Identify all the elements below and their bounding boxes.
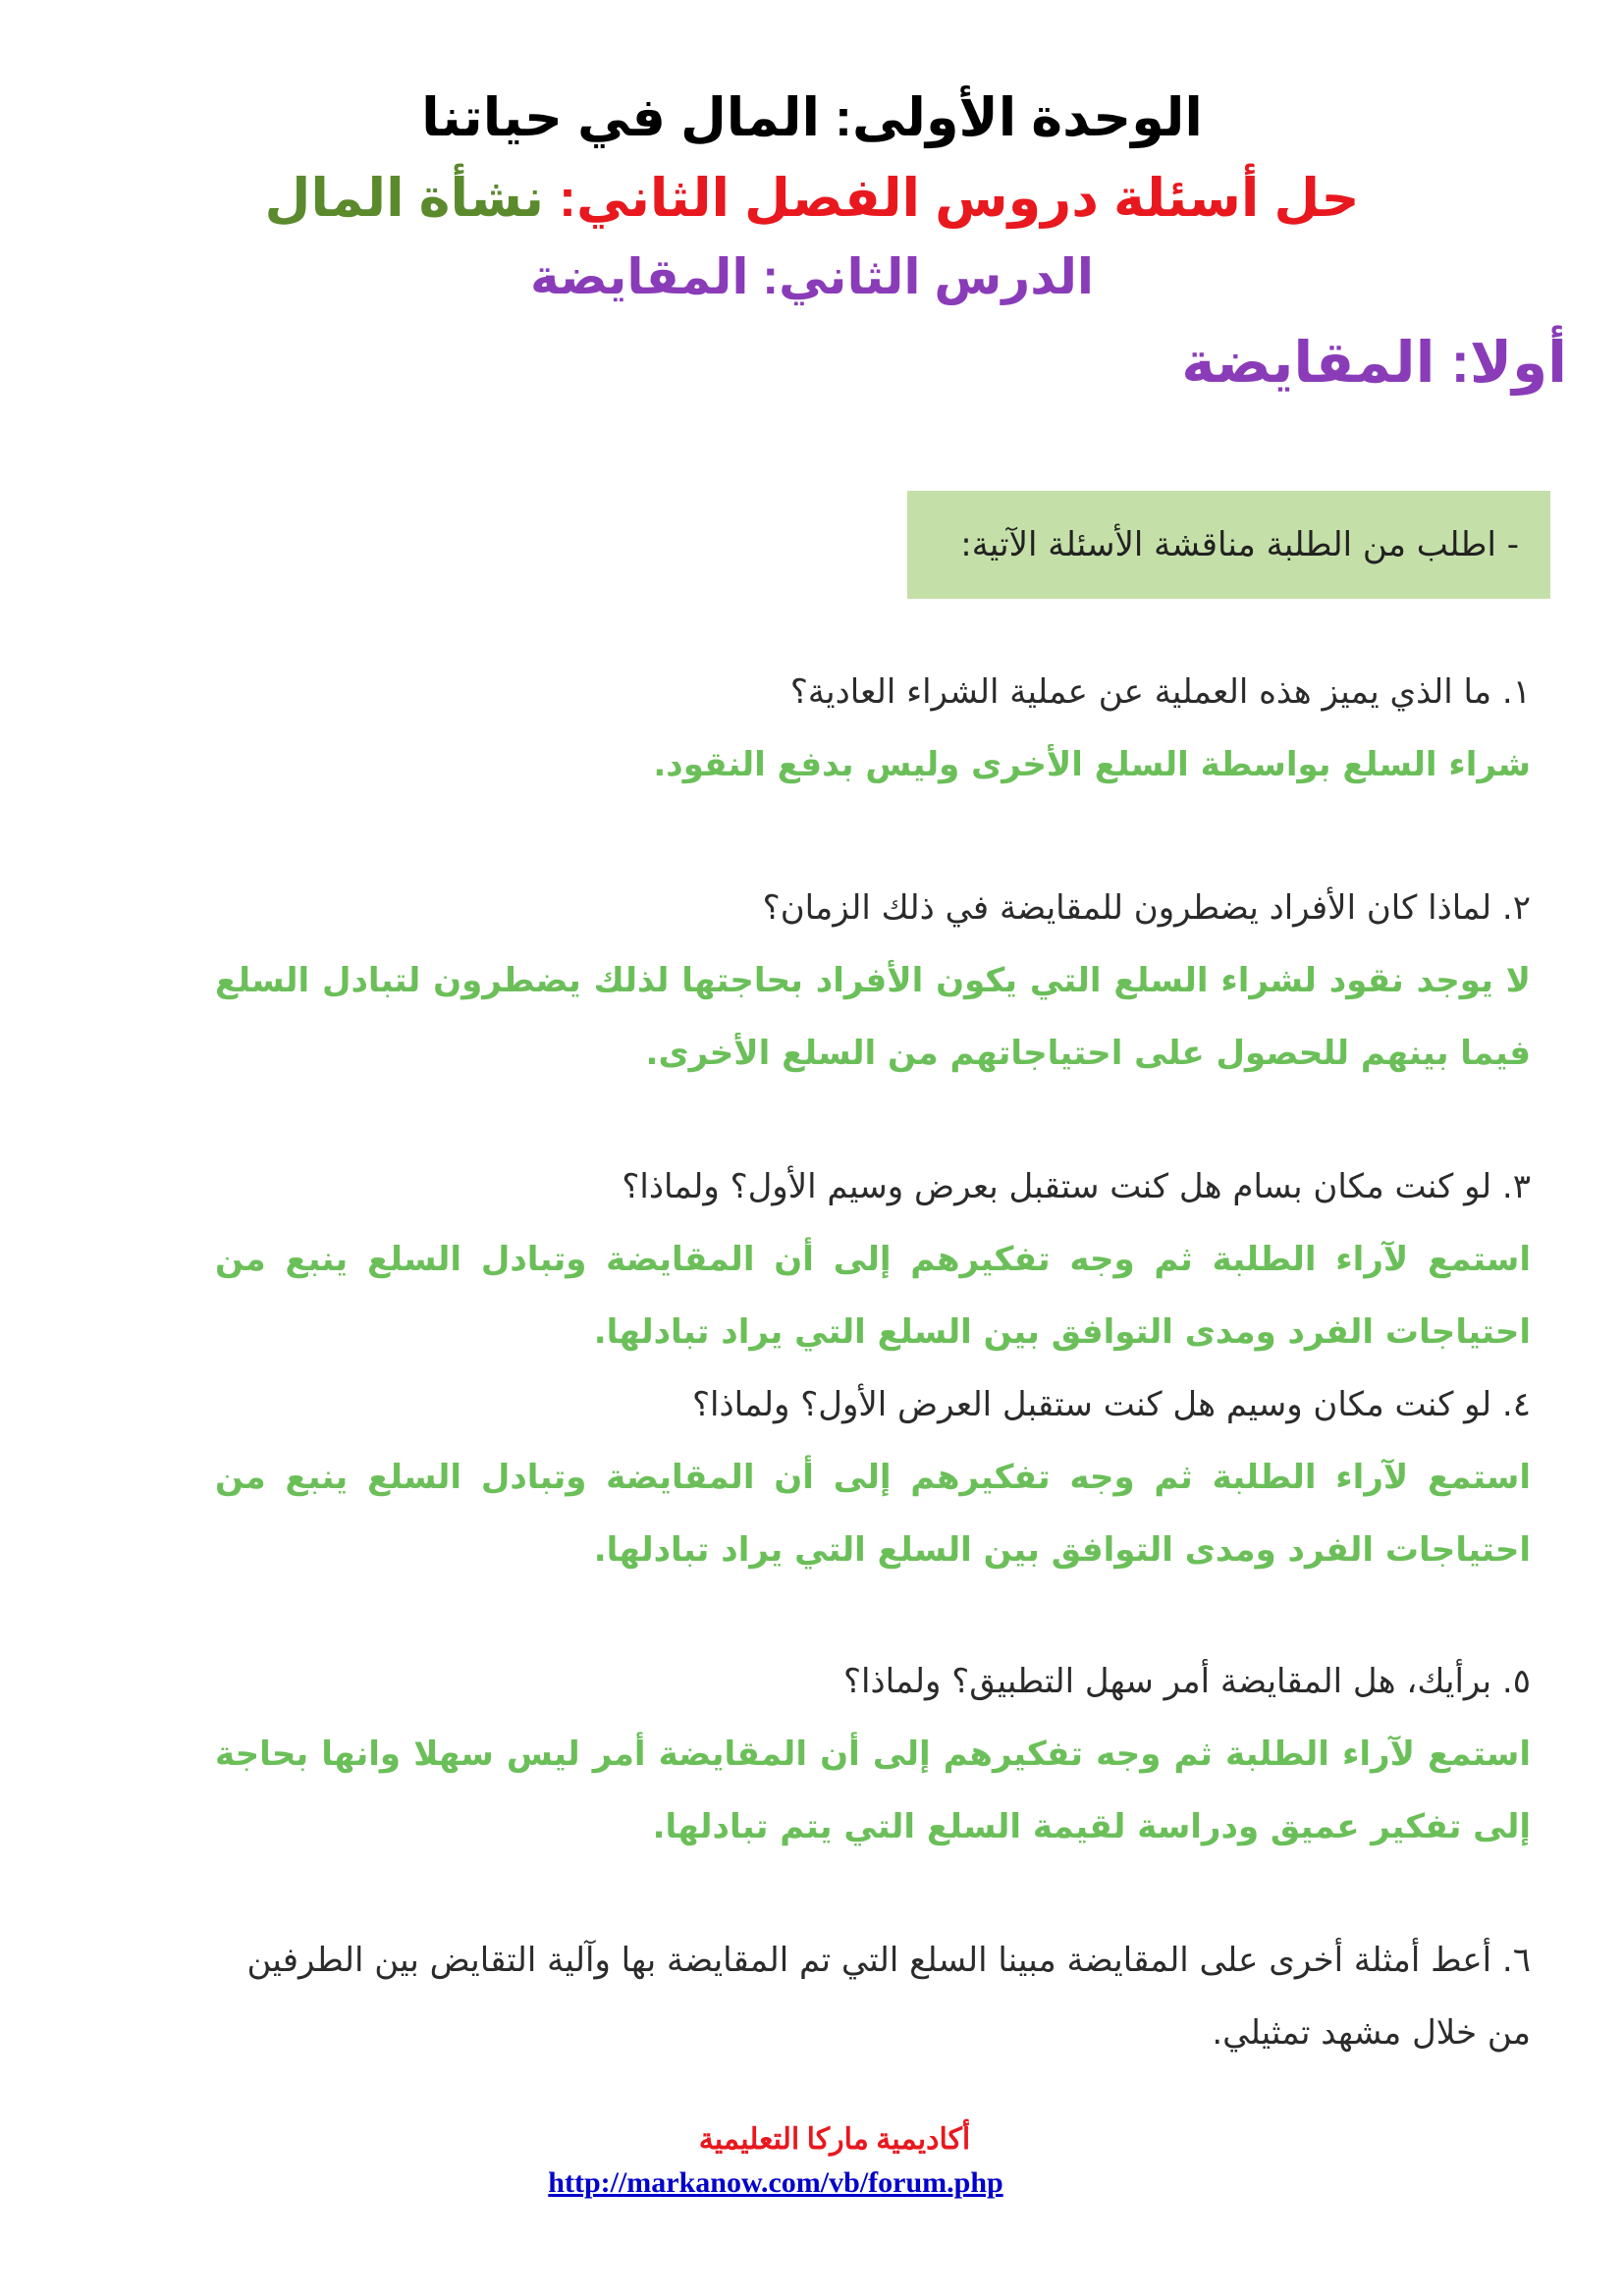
footer-academy-name: أكاديمية ماركا التعليمية: [698, 2123, 971, 2156]
section-heading: أولا: المقايضة: [1181, 331, 1567, 395]
answer-text: استمع لآراء الطلبة ثم وجه تفكيرهم إلى أن المقايضة وتبادل السلع ينبع من احتياجات الفرد ومدى التوافق بين السلع التي يراد تبادلها.: [215, 1458, 1531, 1570]
question-text: ٤. لو كنت مكان وسيم هل كنت ستقبل العرض الأول؟ ولماذا؟: [692, 1385, 1531, 1424]
question-block: [215, 1368, 1531, 1586]
footer-link[interactable]: http://markanow.com/vb/forum.php: [548, 2166, 1003, 2199]
question-block: [215, 872, 1531, 1090]
question-text: ٣. لو كنت مكان بسام هل كنت ستقبل بعرض وسيم الأول؟ ولماذا؟: [622, 1167, 1531, 1206]
chapter-prefix: حل أسئلة دروس الفصل الثاني:: [559, 169, 1360, 228]
chapter-title: [196, 167, 1428, 231]
question-block: [215, 1645, 1531, 1863]
lesson-title: الدرس الثاني: المقايضة: [529, 249, 1095, 304]
question-block: [215, 1150, 1531, 1368]
question-text: ٦. أعط أمثلة أخرى على المقايضة مبينا السلع التي تم المقايضة بها وآلية التقايض بين الطرفين من خلال مشهد تمثيلي.: [246, 1941, 1531, 2053]
instruction-text: - اطلب من الطلبة مناقشة الأسئلة الآتية:: [960, 525, 1519, 564]
answer-text: لا يوجد نقود لشراء السلع التي يكون الأفراد بحاجتها لذلك يضطرون لتبادل السلع فيما بينهم للحصول على احتياجاتهم من السلع الأخرى.: [215, 961, 1531, 1073]
chapter-topic: نشأة المال: [264, 169, 544, 228]
question-block: [215, 1924, 1531, 2069]
instruction-box: [907, 491, 1550, 599]
answer-text: استمع لآراء الطلبة ثم وجه تفكيرهم إلى أن المقايضة أمر ليس سهلا وانها بحاجة إلى تفكير عميق ودراسة لقيمة السلع التي يتم تبادلها.: [215, 1735, 1531, 1846]
footer: [393, 2118, 1276, 2205]
answer-text: شراء السلع بواسطة السلع الأخرى وليس بدفع النقود.: [653, 745, 1531, 784]
question-text: ٢. لماذا كان الأفراد يضطرون للمقايضة في ذلك الزمان؟: [762, 888, 1531, 928]
answer-text: استمع لآراء الطلبة ثم وجه تفكيرهم إلى أن المقايضة وتبادل السلع ينبع من احتياجات الفرد ومدى التوافق بين السلع التي يراد تبادلها.: [215, 1240, 1531, 1352]
unit-title: الوحدة الأولى: المال في حياتنا: [421, 88, 1203, 147]
question-block: [215, 656, 1531, 801]
question-text: ١. ما الذي يميز هذه العملية عن عملية الشراء العادية؟: [789, 672, 1531, 712]
question-text: ٥. برأيك، هل المقايضة أمر سهل التطبيق؟ ولماذا؟: [843, 1662, 1531, 1701]
